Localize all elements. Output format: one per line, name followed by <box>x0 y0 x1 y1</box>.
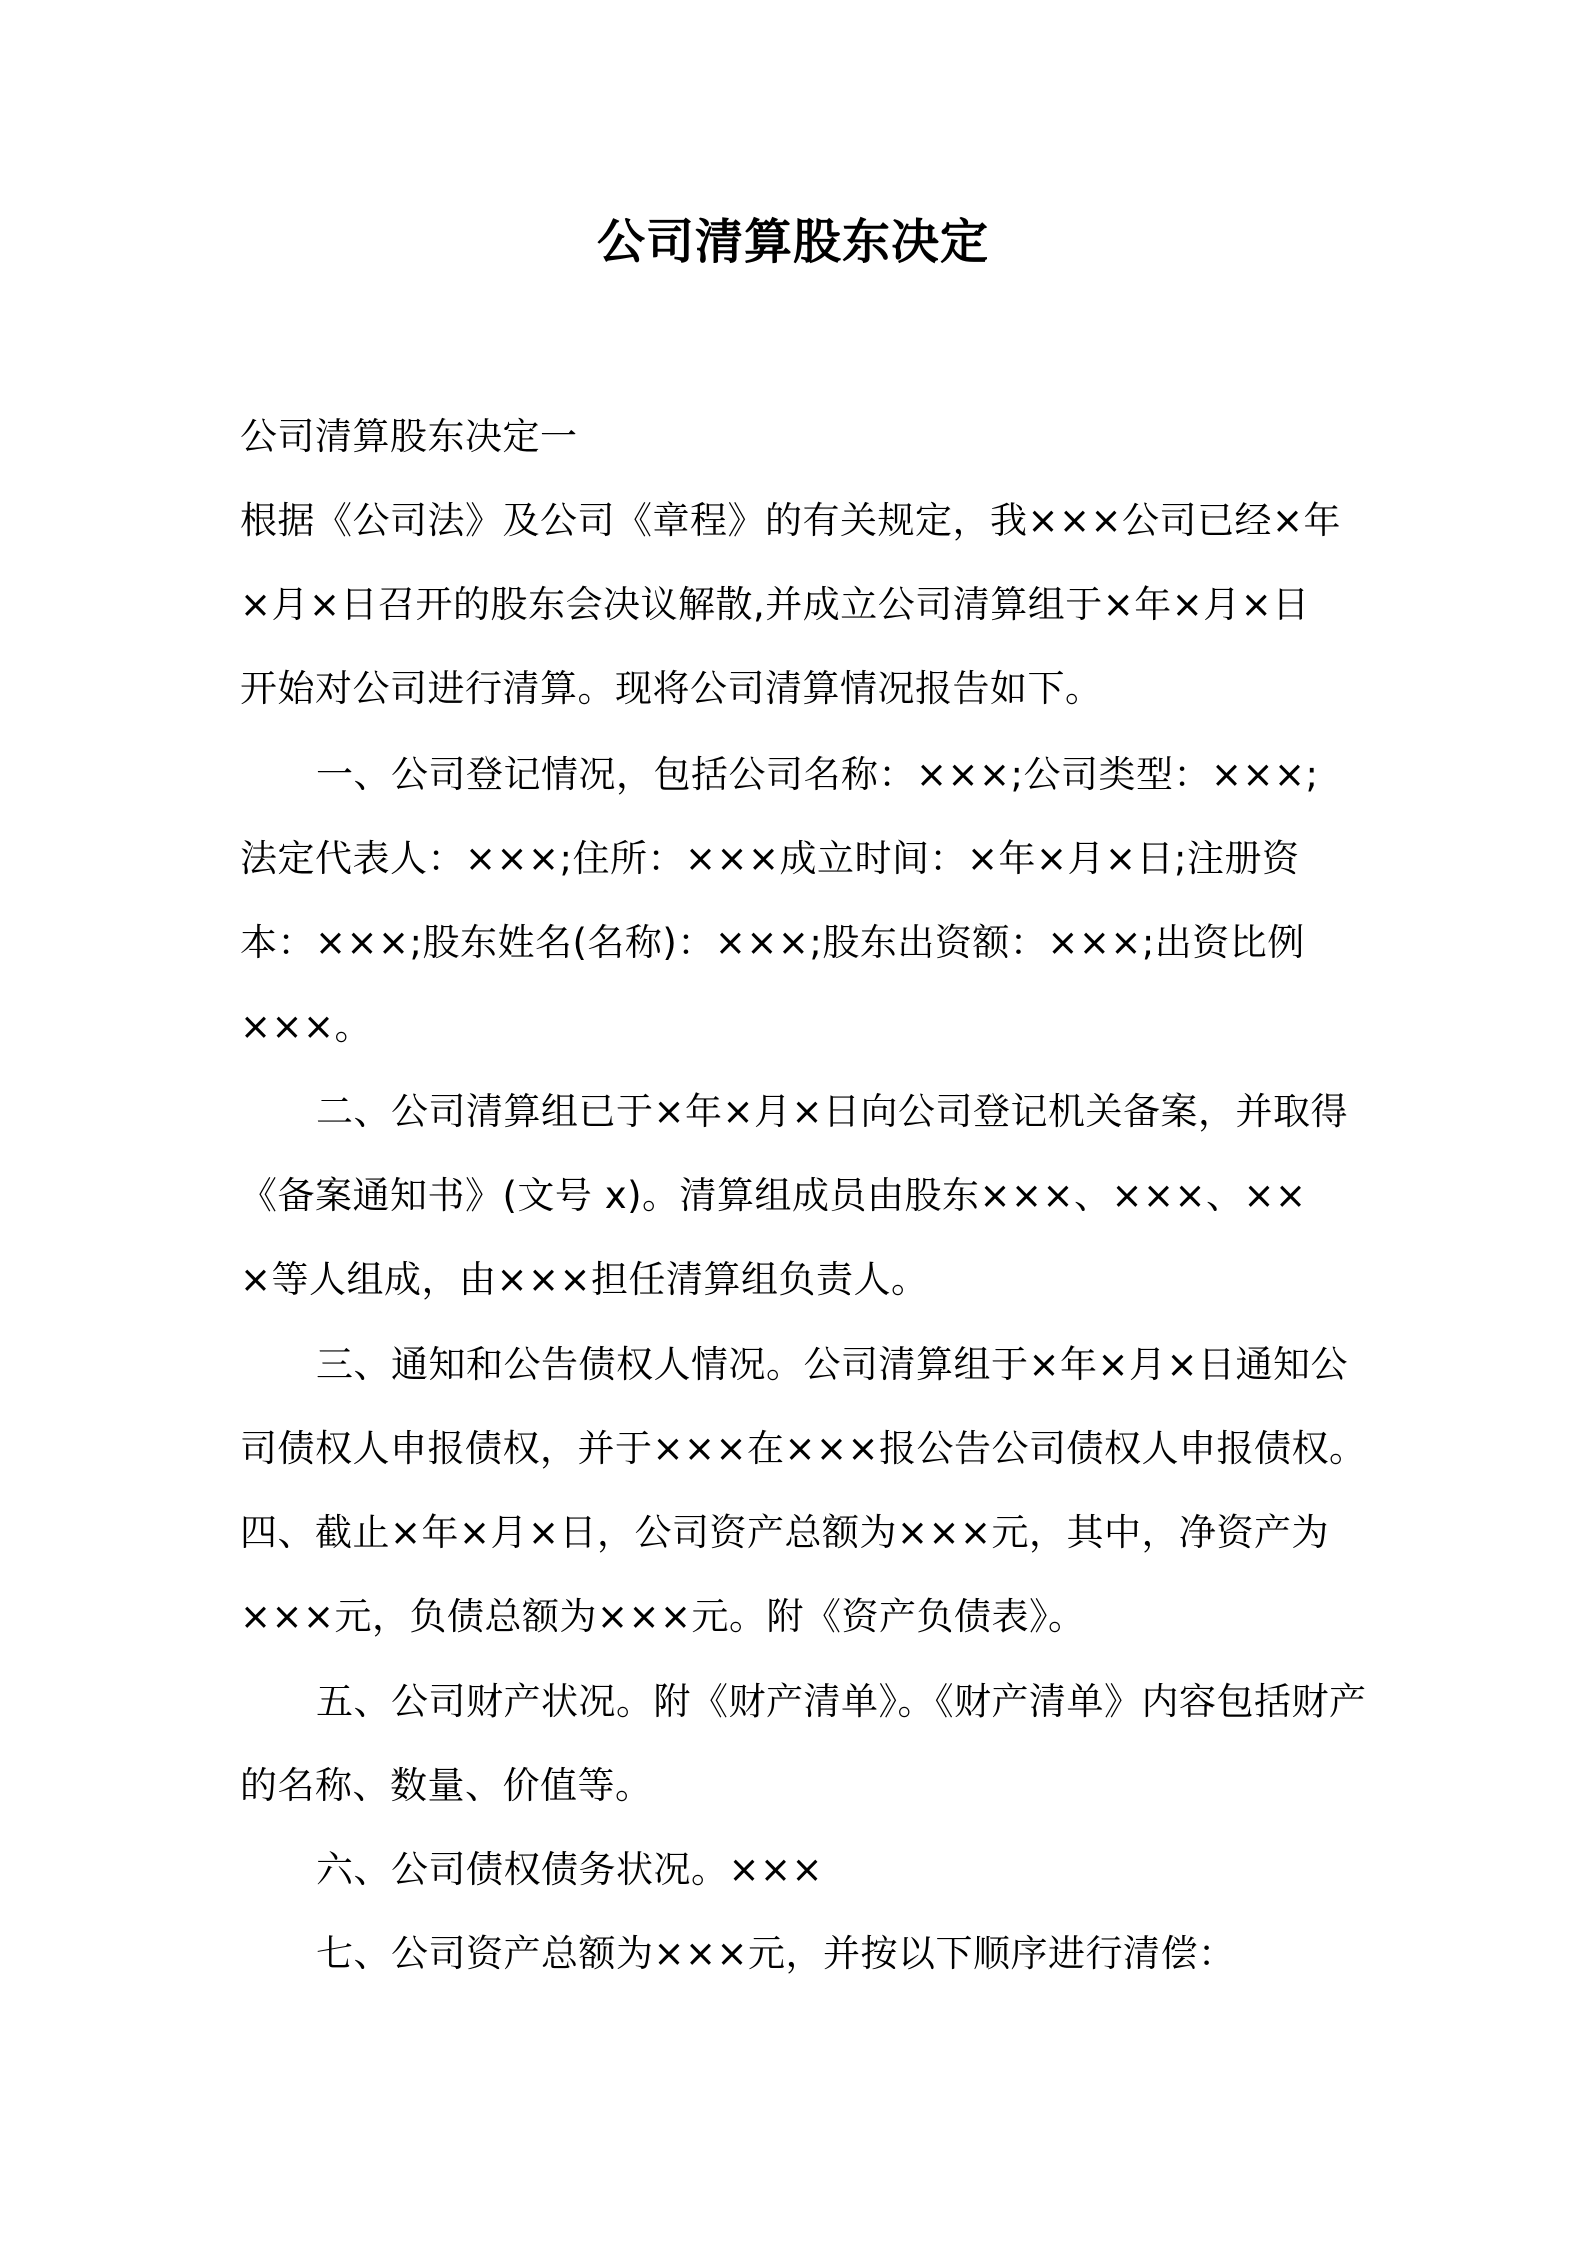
paragraph-line: ×等人组成，由×××担任清算组负责人。 <box>240 1258 929 1301</box>
paragraph-line: 《备案通知书》(文号 x)。清算组成员由股东×××、×××、×× <box>240 1174 1307 1217</box>
paragraph-line: 二、公司清算组已于×年×月×日向公司登记机关备案，并取得 <box>316 1090 1349 1133</box>
paragraph-line: 的名称、数量、价值等。 <box>240 1764 653 1807</box>
paragraph-line: ×××元，负债总额为×××元。附《资产负债表》。 <box>240 1595 1086 1638</box>
section-heading: 公司清算股东决定一 <box>240 415 578 458</box>
paragraph-line: 七、公司资产总额为×××元，并按以下顺序进行清偿： <box>316 1932 1236 1975</box>
paragraph-line: 本：×××;股东姓名(名称)：×××;股东出资额：×××;出资比例 <box>240 921 1305 964</box>
paragraph-line: ×××。 <box>240 1005 373 1048</box>
paragraph-line: 法定代表人：×××;住所：×××成立时间：×年×月×日;注册资 <box>240 837 1300 880</box>
paragraph-line: 开始对公司进行清算。现将公司清算情况报告如下。 <box>240 667 1103 710</box>
paragraph-line: 五、公司财产状况。附《财产清单》。《财产清单》内容包括财产 <box>316 1680 1367 1723</box>
paragraph-line: 司债权人申报债权，并于×××在×××报公告公司债权人申报债权。 <box>240 1427 1367 1470</box>
paragraph-line: 一、公司登记情况，包括公司名称：×××;公司类型：×××; <box>316 753 1319 796</box>
paragraph-line: ×月×日召开的股东会决议解散,并成立公司清算组于×年×月×日 <box>240 583 1310 626</box>
paragraph-line: 四、截止×年×月×日，公司资产总额为×××元，其中，净资产为 <box>240 1511 1330 1554</box>
paragraph-line: 三、通知和公告债权人情况。公司清算组于×年×月×日通知公 <box>316 1343 1349 1386</box>
paragraph-line: 六、公司债权债务状况。××× <box>316 1848 824 1891</box>
document-title: 公司清算股东决定 <box>596 214 989 270</box>
paragraph-line: 根据《公司法》及公司《章程》的有关规定，我×××公司已经×年 <box>240 499 1342 542</box>
